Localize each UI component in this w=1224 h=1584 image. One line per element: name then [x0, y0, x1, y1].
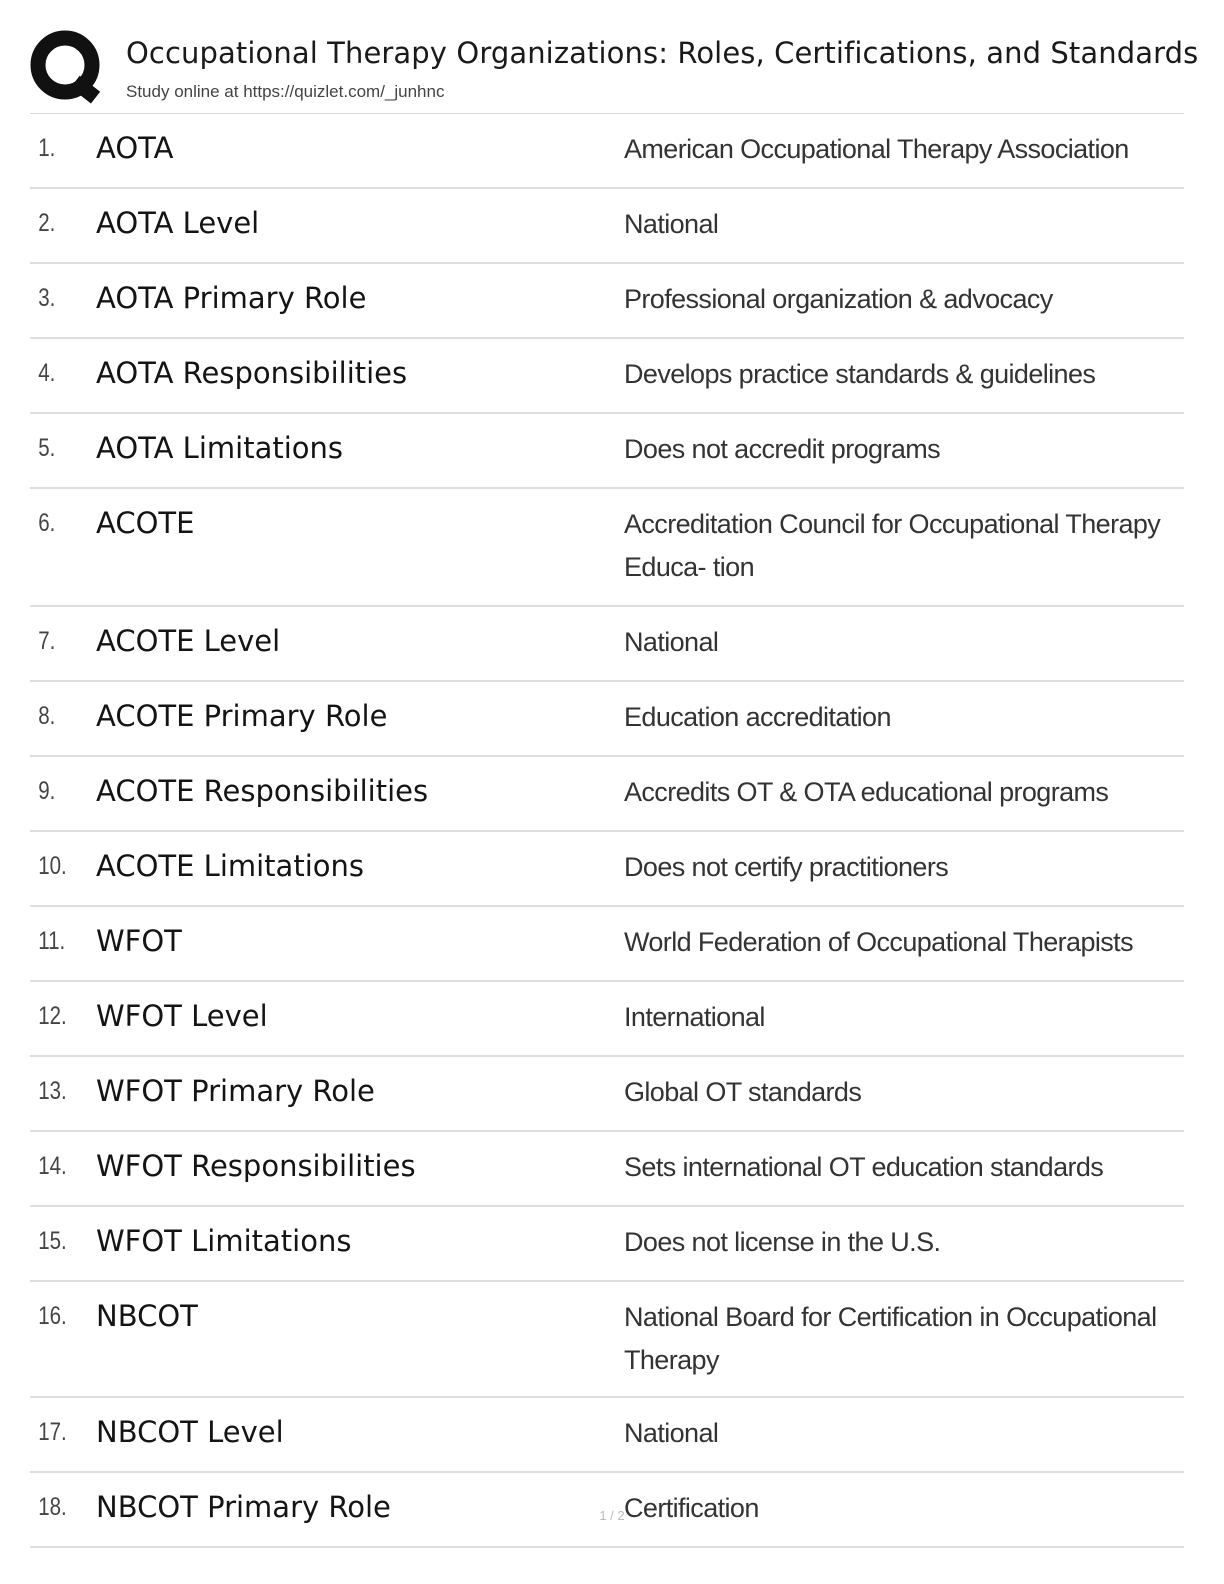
term: AOTA Limitations — [96, 431, 343, 465]
row-number: 9. — [38, 777, 56, 805]
definition: Global OT standards — [624, 1077, 862, 1107]
definition: Accreditation Council for Occupational Therapy Educa- tion — [624, 509, 1161, 582]
table-row — [30, 189, 1184, 264]
definition: Sets international OT education standards — [624, 1152, 1104, 1182]
row-number: 8. — [38, 702, 56, 730]
row-number: 15. — [38, 1227, 67, 1255]
definition: Certification — [624, 1493, 759, 1523]
definition: American Occupational Therapy Association — [624, 134, 1129, 164]
page-header — [30, 28, 1220, 112]
term: ACOTE — [96, 506, 195, 540]
row-number: 16. — [38, 1302, 67, 1330]
page-number: 1 / 2 — [599, 1508, 625, 1523]
table-row — [30, 1398, 1184, 1473]
table-row — [30, 1282, 1184, 1398]
row-number: 10. — [38, 852, 67, 880]
term: ACOTE Level — [96, 624, 281, 658]
table-row — [30, 832, 1184, 907]
row-number: 1. — [38, 134, 56, 162]
row-number: 6. — [38, 509, 56, 537]
row-number: 5. — [38, 434, 56, 462]
table-row — [30, 489, 1184, 607]
term: NBCOT — [96, 1299, 198, 1333]
table-row — [30, 264, 1184, 339]
term: WFOT Primary Role — [96, 1074, 375, 1108]
definition: Education accreditation — [624, 702, 891, 732]
definition: International — [624, 1002, 765, 1032]
definition: Accredits OT & OTA educational programs — [624, 777, 1109, 807]
table-row — [30, 1207, 1184, 1282]
term: ACOTE Primary Role — [96, 699, 388, 733]
term: AOTA Level — [96, 206, 260, 240]
row-number: 2. — [38, 209, 56, 237]
definition: National — [624, 209, 719, 239]
term: ACOTE Limitations — [96, 849, 364, 883]
term: WFOT — [96, 924, 182, 958]
definition: Professional organization & advocacy — [624, 284, 1053, 314]
term: NBCOT Level — [96, 1415, 284, 1449]
row-number: 13. — [38, 1077, 67, 1105]
row-number: 11. — [38, 927, 66, 955]
page-title: Occupational Therapy Organizations: Roles, Certifications, and Standards — [126, 36, 1199, 70]
row-number: 4. — [38, 359, 56, 387]
row-number: 14. — [38, 1152, 67, 1180]
table-row — [30, 414, 1184, 489]
definition: Does not certify practitioners — [624, 852, 949, 882]
definition: World Federation of Occupational Therapists — [624, 927, 1133, 957]
table-row — [30, 907, 1184, 982]
row-number: 17. — [38, 1418, 67, 1446]
row-number: 7. — [38, 627, 56, 655]
flashcard-table — [30, 113, 1184, 1548]
term: ACOTE Responsibilities — [96, 774, 429, 808]
term: AOTA Responsibilities — [96, 356, 408, 390]
table-row — [30, 757, 1184, 832]
term: WFOT Level — [96, 999, 268, 1033]
definition: National — [624, 1418, 719, 1448]
table-row — [30, 607, 1184, 682]
row-number: 3. — [38, 284, 56, 312]
term: NBCOT Primary Role — [96, 1490, 391, 1524]
table-row — [30, 1057, 1184, 1132]
study-online-link[interactable]: Study online at https://quizlet.com/_junhnc — [126, 82, 445, 101]
definition: National Board for Certification in Occupational Therapy — [624, 1302, 1157, 1375]
row-number: 12. — [38, 1002, 67, 1030]
table-row — [30, 982, 1184, 1057]
row-number: 18. — [38, 1493, 67, 1521]
term: WFOT Responsibilities — [96, 1149, 416, 1183]
definition: National — [624, 627, 719, 657]
table-row — [30, 682, 1184, 757]
table-row — [30, 114, 1184, 189]
definition: Develops practice standards & guidelines — [624, 359, 1096, 389]
term: AOTA — [96, 131, 174, 165]
term: AOTA Primary Role — [96, 281, 367, 315]
definition: Does not license in the U.S. — [624, 1227, 941, 1257]
table-row — [30, 339, 1184, 414]
definition: Does not accredit programs — [624, 434, 941, 464]
term: WFOT Limitations — [96, 1224, 352, 1258]
quizlet-q-logo-icon — [30, 30, 106, 106]
table-row — [30, 1132, 1184, 1207]
